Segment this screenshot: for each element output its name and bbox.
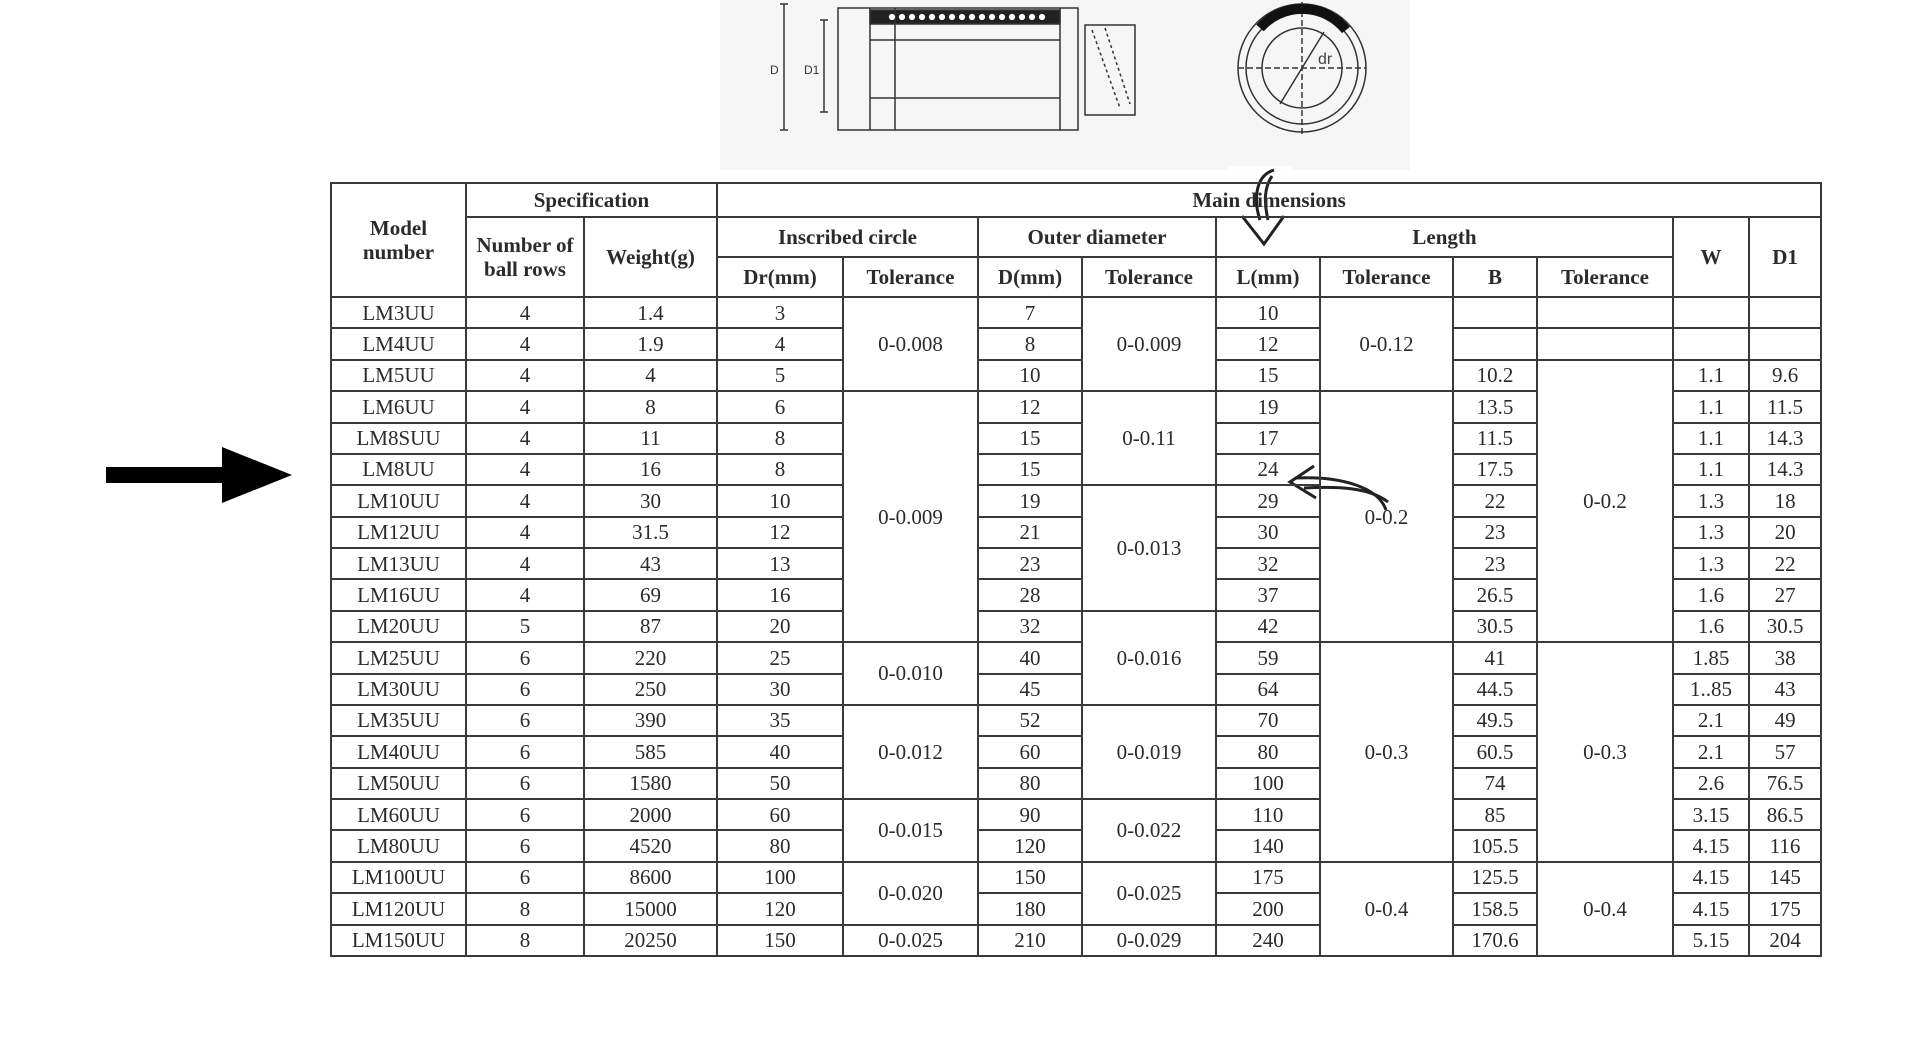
spec-table-body: [331, 297, 1821, 956]
cell-b: 74: [1453, 768, 1537, 799]
cell-w: 1.1: [1673, 423, 1749, 454]
cell-w: 4.15: [1673, 830, 1749, 861]
cell-d: 52: [978, 705, 1082, 736]
cell-b: 125.5: [1453, 862, 1537, 893]
cell-model: LM8SUU: [331, 423, 466, 454]
cell-model: LM5UU: [331, 360, 466, 391]
cell-model: LM40UU: [331, 736, 466, 767]
cell-d: 90: [978, 799, 1082, 830]
cell-w: [1673, 328, 1749, 359]
cell-weight: 8: [584, 391, 717, 422]
cell-b: 49.5: [1453, 705, 1537, 736]
cell-w: 1.6: [1673, 611, 1749, 642]
cell-w: 1.1: [1673, 454, 1749, 485]
header-dr-mm: Dr(mm): [717, 257, 843, 297]
cell-weight: 8600: [584, 862, 717, 893]
cell-tolerance-b: 0-0.3: [1537, 642, 1673, 862]
cell-b: 170.6: [1453, 925, 1537, 957]
cell-l: 24: [1216, 454, 1320, 485]
cell-d1: 18: [1749, 485, 1821, 516]
cell-d: 180: [978, 893, 1082, 924]
cell-ball-rows: 6: [466, 736, 584, 767]
cell-model: LM4UU: [331, 328, 466, 359]
cell-tolerance-d: 0-0.029: [1082, 925, 1216, 957]
cell-weight: 1.9: [584, 328, 717, 359]
cell-model: LM6UU: [331, 391, 466, 422]
cell-weight: 250: [584, 674, 717, 705]
cell-dr: 25: [717, 642, 843, 673]
cell-dr: 12: [717, 517, 843, 548]
cell-d: 8: [978, 328, 1082, 359]
cell-w: 4.15: [1673, 893, 1749, 924]
cell-b: 158.5: [1453, 893, 1537, 924]
cell-d1: [1749, 328, 1821, 359]
cell-w: 1.3: [1673, 517, 1749, 548]
header-tolerance-dr: Tolerance: [843, 257, 978, 297]
cell-model: LM60UU: [331, 799, 466, 830]
cell-l: 37: [1216, 579, 1320, 610]
cell-d1: 175: [1749, 893, 1821, 924]
cell-d1: 9.6: [1749, 360, 1821, 391]
cell-weight: 87: [584, 611, 717, 642]
cell-weight: 4520: [584, 830, 717, 861]
linear-bearing-spec-table: [330, 182, 1822, 957]
cell-l: 80: [1216, 736, 1320, 767]
header-tolerance-l: Tolerance: [1320, 257, 1453, 297]
cell-d1: 22: [1749, 548, 1821, 579]
cell-weight: 16: [584, 454, 717, 485]
cell-d: 23: [978, 548, 1082, 579]
table-row: [331, 862, 1821, 893]
cell-tolerance-b: 0-0.2: [1537, 360, 1673, 642]
cell-d1: 38: [1749, 642, 1821, 673]
cell-l: 32: [1216, 548, 1320, 579]
cell-b: 60.5: [1453, 736, 1537, 767]
cell-tolerance-d: 0-0.019: [1082, 705, 1216, 799]
cell-b: 23: [1453, 517, 1537, 548]
cell-d1: 20: [1749, 517, 1821, 548]
cell-d1: 14.3: [1749, 454, 1821, 485]
cell-weight: 390: [584, 705, 717, 736]
cell-l: 59: [1216, 642, 1320, 673]
cell-d: 32: [978, 611, 1082, 642]
cell-l: 110: [1216, 799, 1320, 830]
cell-dr: 10: [717, 485, 843, 516]
cell-tolerance-dr: 0-0.020: [843, 862, 978, 925]
cell-ball-rows: 6: [466, 799, 584, 830]
cell-tolerance-d: 0-0.022: [1082, 799, 1216, 862]
cell-ball-rows: 4: [466, 423, 584, 454]
cell-dr: 8: [717, 423, 843, 454]
cell-d1: 11.5: [1749, 391, 1821, 422]
header-weight: Weight(g): [584, 217, 717, 297]
cell-b: 11.5: [1453, 423, 1537, 454]
cell-ball-rows: 4: [466, 328, 584, 359]
cell-model: LM25UU: [331, 642, 466, 673]
cell-weight: 2000: [584, 799, 717, 830]
cell-weight: 20250: [584, 925, 717, 957]
cell-w: 4.15: [1673, 862, 1749, 893]
cell-w: 1.1: [1673, 360, 1749, 391]
bearing-front-view: [1238, 2, 1366, 134]
cell-l: 100: [1216, 768, 1320, 799]
cell-l: 175: [1216, 862, 1320, 893]
header-length: Length: [1216, 217, 1673, 257]
table-row: [331, 360, 1821, 391]
cell-tolerance-l: 0-0.3: [1320, 642, 1453, 862]
cell-b: 23: [1453, 548, 1537, 579]
header-b: B: [1453, 257, 1537, 297]
cell-ball-rows: 4: [466, 548, 584, 579]
cell-w: 1.85: [1673, 642, 1749, 673]
cell-weight: 220: [584, 642, 717, 673]
cell-model: LM150UU: [331, 925, 466, 957]
cell-weight: 69: [584, 579, 717, 610]
header-outer-diameter: Outer diameter: [978, 217, 1216, 257]
cell-model: LM13UU: [331, 548, 466, 579]
table-row: [331, 642, 1821, 673]
header-main-dimensions: Main dimensions: [717, 183, 1821, 217]
cell-d: 15: [978, 454, 1082, 485]
cell-l: 64: [1216, 674, 1320, 705]
header-d1: D1: [1749, 217, 1821, 297]
cell-dr: 5: [717, 360, 843, 391]
bearing-diagram: [720, 0, 1410, 170]
cell-l: 140: [1216, 830, 1320, 861]
cell-model: LM100UU: [331, 862, 466, 893]
cell-weight: 31.5: [584, 517, 717, 548]
cell-dr: 35: [717, 705, 843, 736]
header-w: W: [1673, 217, 1749, 297]
cell-l: 15: [1216, 360, 1320, 391]
cell-model: LM12UU: [331, 517, 466, 548]
cell-l: 17: [1216, 423, 1320, 454]
cell-tolerance-dr: 0-0.012: [843, 705, 978, 799]
cell-dr: 150: [717, 925, 843, 957]
cell-w: 1..85: [1673, 674, 1749, 705]
cell-l: 42: [1216, 611, 1320, 642]
cell-ball-rows: 6: [466, 768, 584, 799]
cell-dr: 3: [717, 297, 843, 328]
cell-d1: 57: [1749, 736, 1821, 767]
cell-tolerance-dr: 0-0.010: [843, 642, 978, 705]
cell-d1: 49: [1749, 705, 1821, 736]
cell-dr: 13: [717, 548, 843, 579]
cell-weight: 30: [584, 485, 717, 516]
cell-w: [1673, 297, 1749, 328]
cell-b: 13.5: [1453, 391, 1537, 422]
cell-b: 22: [1453, 485, 1537, 516]
cell-weight: 585: [584, 736, 717, 767]
cell-l: 10: [1216, 297, 1320, 328]
cell-tolerance-d: 0-0.025: [1082, 862, 1216, 925]
cell-ball-rows: 4: [466, 360, 584, 391]
cell-w: 1.3: [1673, 548, 1749, 579]
header-model-number: Model number: [331, 183, 466, 297]
cell-tolerance-dr: 0-0.008: [843, 297, 978, 391]
header-ball-rows: Number of ball rows: [466, 217, 584, 297]
header-inscribed-circle: Inscribed circle: [717, 217, 978, 257]
cell-ball-rows: 4: [466, 391, 584, 422]
cell-tolerance-dr: 0-0.015: [843, 799, 978, 862]
cell-d1: 30.5: [1749, 611, 1821, 642]
cell-d: 7: [978, 297, 1082, 328]
cell-d: 210: [978, 925, 1082, 957]
cell-d: 60: [978, 736, 1082, 767]
cell-ball-rows: 4: [466, 297, 584, 328]
cell-b: 41: [1453, 642, 1537, 673]
cell-ball-rows: 8: [466, 925, 584, 957]
cell-b: 26.5: [1453, 579, 1537, 610]
header-d-mm: D(mm): [978, 257, 1082, 297]
cell-d: 80: [978, 768, 1082, 799]
header-tolerance-b: Tolerance: [1537, 257, 1673, 297]
cell-weight: 1580: [584, 768, 717, 799]
cell-d1: 14.3: [1749, 423, 1821, 454]
cell-d: 120: [978, 830, 1082, 861]
cell-dr: 4: [717, 328, 843, 359]
bearing-drawing: [720, 0, 1410, 170]
cell-d: 12: [978, 391, 1082, 422]
cell-dr: 50: [717, 768, 843, 799]
cell-weight: 43: [584, 548, 717, 579]
cell-b: [1453, 297, 1537, 328]
cell-dr: 120: [717, 893, 843, 924]
cell-dr: 30: [717, 674, 843, 705]
cell-w: 2.1: [1673, 705, 1749, 736]
cell-w: 2.1: [1673, 736, 1749, 767]
cell-b: 10.2: [1453, 360, 1537, 391]
cell-d: 150: [978, 862, 1082, 893]
cell-weight: 11: [584, 423, 717, 454]
cell-dr: 16: [717, 579, 843, 610]
cell-dr: 8: [717, 454, 843, 485]
cell-l: 12: [1216, 328, 1320, 359]
cell-model: LM30UU: [331, 674, 466, 705]
cell-model: LM120UU: [331, 893, 466, 924]
cell-b: 105.5: [1453, 830, 1537, 861]
cell-tolerance-d: 0-0.11: [1082, 391, 1216, 485]
diagram-label-d: D: [770, 63, 779, 77]
cell-dr: 6: [717, 391, 843, 422]
cell-tolerance-b: [1537, 297, 1673, 328]
cell-dr: 100: [717, 862, 843, 893]
table-row: [331, 328, 1821, 359]
cell-d: 28: [978, 579, 1082, 610]
cell-d: 15: [978, 423, 1082, 454]
cell-d1: 204: [1749, 925, 1821, 957]
row-pointer-arrow-icon: [106, 445, 292, 505]
cell-d1: 27: [1749, 579, 1821, 610]
cell-dr: 60: [717, 799, 843, 830]
cell-d: 40: [978, 642, 1082, 673]
cell-model: LM50UU: [331, 768, 466, 799]
cell-ball-rows: 6: [466, 705, 584, 736]
cell-model: LM16UU: [331, 579, 466, 610]
cell-tolerance-d: 0-0.013: [1082, 485, 1216, 611]
cell-ball-rows: 6: [466, 830, 584, 861]
cell-d: 45: [978, 674, 1082, 705]
cell-l: 29: [1216, 485, 1320, 516]
cell-d: 19: [978, 485, 1082, 516]
cell-tolerance-b: [1537, 328, 1673, 359]
cell-w: 5.15: [1673, 925, 1749, 957]
cell-d: 21: [978, 517, 1082, 548]
header-tolerance-d: Tolerance: [1082, 257, 1216, 297]
cell-b: 30.5: [1453, 611, 1537, 642]
cell-model: LM3UU: [331, 297, 466, 328]
cell-tolerance-l: 0-0.12: [1320, 297, 1453, 391]
cell-l: 30: [1216, 517, 1320, 548]
cell-w: 3.15: [1673, 799, 1749, 830]
header-specification: Specification: [466, 183, 717, 217]
diagram-label-d1: D1: [804, 63, 820, 77]
cell-model: LM20UU: [331, 611, 466, 642]
cell-tolerance-dr: 0-0.025: [843, 925, 978, 957]
diagram-label-dr: dr: [1318, 51, 1333, 68]
cell-tolerance-l: 0-0.4: [1320, 862, 1453, 956]
cell-b: 85: [1453, 799, 1537, 830]
cell-d1: 145: [1749, 862, 1821, 893]
cell-ball-rows: 6: [466, 674, 584, 705]
cell-ball-rows: 4: [466, 517, 584, 548]
cell-l: 240: [1216, 925, 1320, 957]
header-l-mm: L(mm): [1216, 257, 1320, 297]
cell-l: 19: [1216, 391, 1320, 422]
cell-b: 44.5: [1453, 674, 1537, 705]
cell-tolerance-d: 0-0.016: [1082, 611, 1216, 705]
cell-w: 1.1: [1673, 391, 1749, 422]
cell-ball-rows: 6: [466, 642, 584, 673]
cell-model: LM80UU: [331, 830, 466, 861]
cell-tolerance-b: 0-0.4: [1537, 862, 1673, 956]
cell-b: [1453, 328, 1537, 359]
cell-d1: 76.5: [1749, 768, 1821, 799]
cell-weight: 1.4: [584, 297, 717, 328]
cell-d: 10: [978, 360, 1082, 391]
table-row: [331, 297, 1821, 328]
cell-ball-rows: 4: [466, 579, 584, 610]
cell-l: 200: [1216, 893, 1320, 924]
cell-w: 1.6: [1673, 579, 1749, 610]
cell-ball-rows: 6: [466, 862, 584, 893]
cell-w: 1.3: [1673, 485, 1749, 516]
cell-dr: 80: [717, 830, 843, 861]
cell-d1: 86.5: [1749, 799, 1821, 830]
cell-tolerance-dr: 0-0.009: [843, 391, 978, 642]
cell-tolerance-d: 0-0.009: [1082, 297, 1216, 391]
cell-d1: [1749, 297, 1821, 328]
cell-tolerance-l: 0-0.2: [1320, 391, 1453, 642]
cell-dr: 20: [717, 611, 843, 642]
cell-l: 70: [1216, 705, 1320, 736]
cell-model: LM35UU: [331, 705, 466, 736]
cell-d1: 43: [1749, 674, 1821, 705]
cell-model: LM10UU: [331, 485, 466, 516]
cell-ball-rows: 8: [466, 893, 584, 924]
cell-model: LM8UU: [331, 454, 466, 485]
cell-weight: 15000: [584, 893, 717, 924]
cell-ball-rows: 4: [466, 454, 584, 485]
cell-b: 17.5: [1453, 454, 1537, 485]
cell-w: 2.6: [1673, 768, 1749, 799]
cell-d1: 116: [1749, 830, 1821, 861]
cell-dr: 40: [717, 736, 843, 767]
cell-ball-rows: 5: [466, 611, 584, 642]
cell-ball-rows: 4: [466, 485, 584, 516]
cell-weight: 4: [584, 360, 717, 391]
